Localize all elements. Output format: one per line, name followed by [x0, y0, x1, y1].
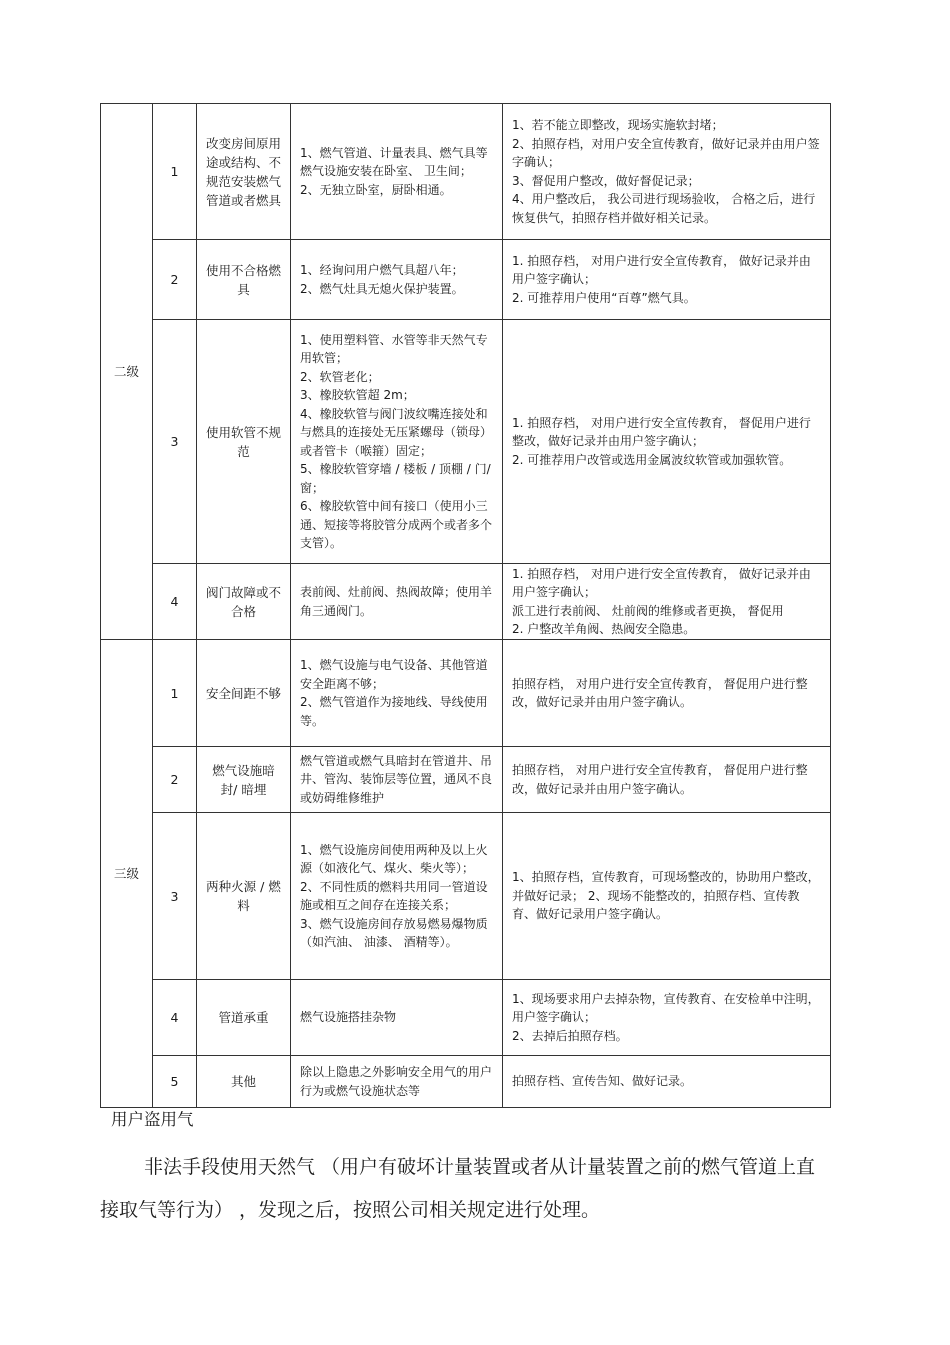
- handling-action: 1、现场要求用户去掉杂物，宣传教育、在安检单中注明，用户签字确认； 2、去掉后拍照存档。: [503, 980, 831, 1056]
- section-heading: 用户盗用气: [111, 1110, 194, 1129]
- table-row: [101, 320, 831, 564]
- hazard-name: 阀门故障或不合格: [197, 564, 291, 640]
- hazard-name: 安全间距不够: [197, 640, 291, 747]
- row-number: 3: [153, 320, 197, 564]
- hazard-description: 1、使用塑料管、水管等非天然气专用软管； 2、软管老化； 3、橡胶软管超 2m； 4、橡胶软管与阀门波纹嘴连接处和与燃具的连接处无压紧螺母（锁母）或者管卡（喉箍）固定； 5、橡胶软管穿墙 / 楼板 / 顶棚 / 门/ 窗； 6、橡胶软管中间有接口（使用小三通、短接等将胶管分成两个或者多个支管）。: [291, 320, 503, 564]
- table-row: [101, 104, 831, 240]
- handling-action: 拍照存档， 对用户进行安全宣传教育， 督促用户进行整改，做好记录并由用户签字确认。: [503, 640, 831, 747]
- section-paragraph: 非法手段使用天然气 （用户有破坏计量装置或者从计量装置之前的燃气管道上直接取气等行为） ，发现之后，按照公司相关规定进行处理。: [100, 1156, 816, 1221]
- table-row: [101, 640, 831, 747]
- row-number: 4: [153, 980, 197, 1056]
- hazard-description: 燃气设施搭挂杂物: [291, 980, 503, 1056]
- hazard-description: 1、燃气管道、计量表具、燃气具等燃气设施安装在卧室、 卫生间； 2、无独立卧室，厨卧相通。: [291, 104, 503, 240]
- hazard-name: 其他: [197, 1056, 291, 1108]
- row-number: 1: [153, 104, 197, 240]
- hazard-description: 1、经询问用户燃气具超八年； 2、燃气灶具无熄火保护装置。: [291, 240, 503, 320]
- handling-action: 1. 拍照存档， 对用户进行安全宣传教育， 做好记录并由用户签字确认； 派工进行表前阀、 灶前阀的维修或者更换， 督促用 2. 户整改羊角阀、热阀安全隐患。: [503, 564, 831, 640]
- handling-action: 拍照存档、宣传告知、做好记录。: [503, 1056, 831, 1108]
- handling-action: 拍照存档， 对用户进行安全宣传教育， 督促用户进行整改，做好记录并由用户签字确认。: [503, 747, 831, 813]
- hazard-name: 两种火源 / 燃料: [197, 813, 291, 980]
- table-row: [101, 980, 831, 1056]
- hazard-table: [100, 103, 831, 1108]
- level-cell-3: 三级: [101, 640, 153, 1108]
- row-number: 5: [153, 1056, 197, 1108]
- row-number: 1: [153, 640, 197, 747]
- hazard-name: 燃气设施暗封/ 暗埋: [197, 747, 291, 813]
- hazard-description: 燃气管道或燃气具暗封在管道井、吊井、管沟、装饰层等位置，通风不良或妨碍维修维护: [291, 747, 503, 813]
- row-number: 4: [153, 564, 197, 640]
- table-row: [101, 747, 831, 813]
- hazard-description: 1、燃气设施房间使用两种及以上火源（如液化气、煤火、柴火等）； 2、不同性质的燃料共用同一管道设施或相互之间存在连接关系； 3、燃气设施房间存放易燃易爆物质（如汽油、 油漆、 酒精等）。: [291, 813, 503, 980]
- level-cell-2: 二级: [101, 104, 153, 640]
- row-number: 3: [153, 813, 197, 980]
- table-row: [101, 1056, 831, 1108]
- hazard-name: 管道承重: [197, 980, 291, 1056]
- hazard-name: 使用不合格燃具: [197, 240, 291, 320]
- handling-action: 1、拍照存档，宣传教育，可现场整改的，协助用户整改，并做好记录； 2、现场不能整改的，拍照存档、宣传教育、做好记录用户签字确认。: [503, 813, 831, 980]
- hazard-name: 使用软管不规范: [197, 320, 291, 564]
- hazard-description: 1、燃气设施与电气设备、其他管道安全距离不够； 2、燃气管道作为接地线、导线使用等。: [291, 640, 503, 747]
- hazard-description: 除以上隐患之外影响安全用气的用户行为或燃气设施状态等: [291, 1056, 503, 1108]
- hazard-name: 改变房间原用途或结构、不规范安装燃气管道或者燃具: [197, 104, 291, 240]
- handling-action: 1. 拍照存档， 对用户进行安全宣传教育， 做好记录并由用户签字确认； 2. 可推荐用户使用“百尊”燃气具。: [503, 240, 831, 320]
- table-row: [101, 240, 831, 320]
- handling-action: 1、若不能立即整改，现场实施软封堵； 2、拍照存档，对用户安全宣传教育，做好记录并由用户签字确认； 3、督促用户整改，做好督促记录； 4、用户整改后， 我公司进行现场验收， 合格之后，进行恢复供气，拍照存档并做好相关记录。: [503, 104, 831, 240]
- row-number: 2: [153, 240, 197, 320]
- handling-action: 1. 拍照存档， 对用户进行安全宣传教育， 督促用户进行整改，做好记录并由用户签字确认； 2. 可推荐用户改管或选用金属波纹软管或加强软管。: [503, 320, 831, 564]
- table-row: [101, 564, 831, 640]
- table-row: [101, 813, 831, 980]
- hazard-description: 表前阀、灶前阀、热阀故障；使用羊角三通阀门。: [291, 564, 503, 640]
- row-number: 2: [153, 747, 197, 813]
